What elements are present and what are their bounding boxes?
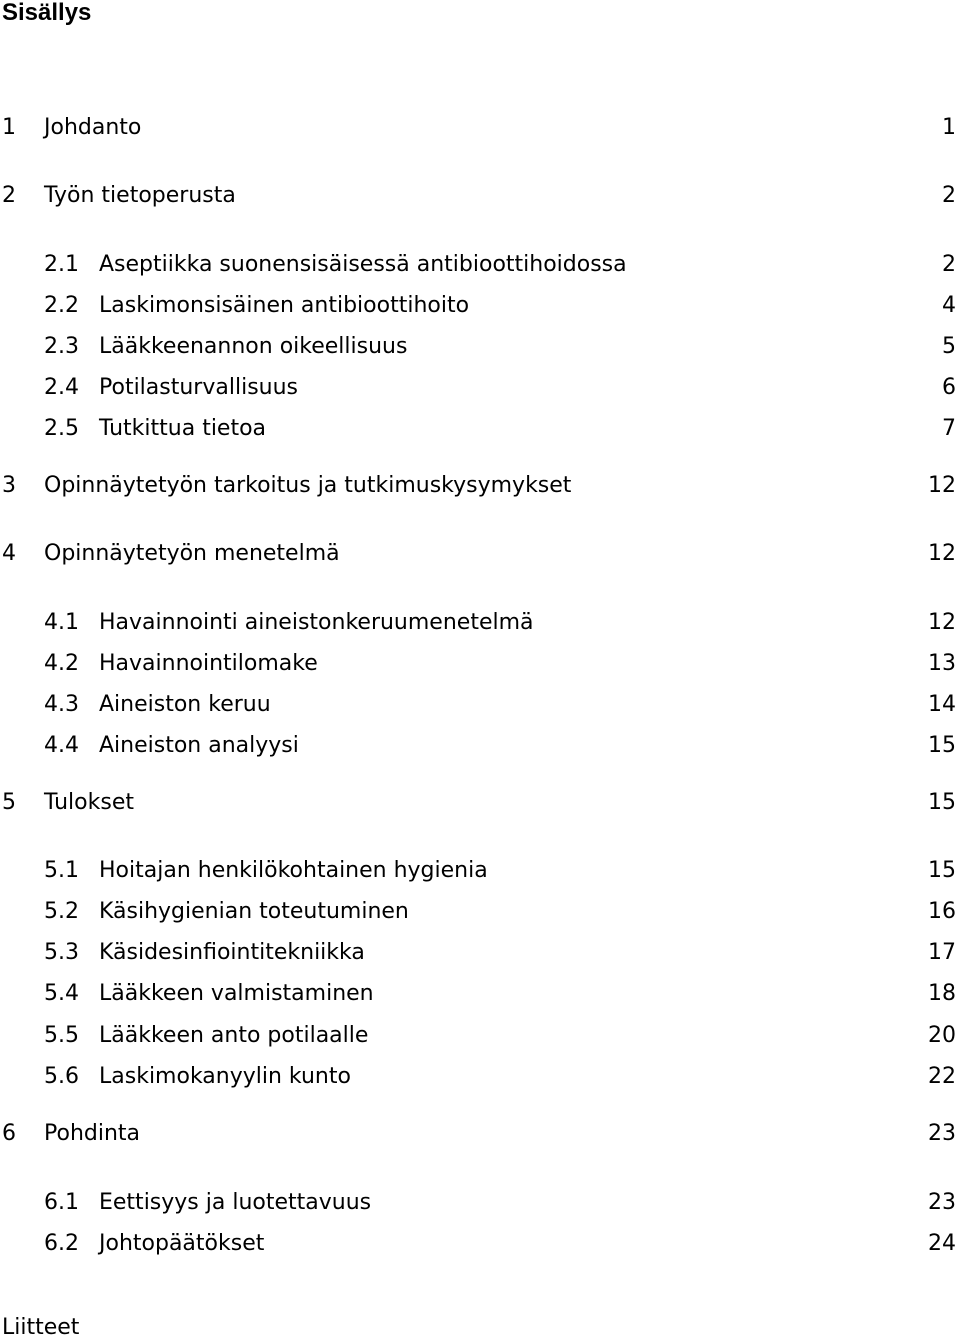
toc-entry-page: 22 bbox=[928, 1064, 956, 1089]
toc-subsection-entry bbox=[0, 250, 960, 280]
toc-entry-number: 5.6 bbox=[44, 1064, 79, 1089]
toc-entry-title: Hoitajan henkilökohtainen hygienia bbox=[99, 858, 488, 883]
toc-section-entry bbox=[0, 1119, 960, 1149]
toc-entry-page: 2 bbox=[942, 183, 956, 208]
toc-entry-number: 5.4 bbox=[44, 981, 79, 1006]
toc-entry-page: 15 bbox=[928, 733, 956, 758]
toc-entry-title: Eettisyys ja luotettavuus bbox=[99, 1190, 372, 1215]
toc-section-entry bbox=[0, 113, 960, 143]
toc-subsection-entry bbox=[0, 1229, 960, 1259]
toc-entry-title: Lääkkeen valmistaminen bbox=[99, 981, 374, 1006]
toc-entry-title: Johtopäätökset bbox=[99, 1231, 265, 1256]
toc-entry-title: Aineiston analyysi bbox=[99, 733, 299, 758]
toc-entry-number: 5.1 bbox=[44, 858, 79, 883]
toc-entry-title: Käsihygienian toteutuminen bbox=[99, 899, 409, 924]
toc-subsection-entry bbox=[0, 1021, 960, 1051]
toc-subsection-entry bbox=[0, 856, 960, 886]
toc-entry-number: 4 bbox=[2, 541, 16, 566]
toc-entry-number: 5.2 bbox=[44, 899, 79, 924]
toc-entry-title: Aineiston keruu bbox=[99, 692, 271, 717]
toc-entry-page: 13 bbox=[928, 651, 956, 676]
toc-entry-title: Lääkkeenannon oikeellisuus bbox=[99, 334, 408, 359]
toc-entry-title: Aseptiikka suonensisäisessä antibioottihoidossa bbox=[99, 252, 627, 277]
toc-section-entry bbox=[0, 788, 960, 818]
toc-entry-number: 4.4 bbox=[44, 733, 79, 758]
toc-entry-page: 15 bbox=[928, 790, 956, 815]
toc-subsection-entry bbox=[0, 1062, 960, 1092]
toc-entry-title: Potilasturvallisuus bbox=[99, 375, 298, 400]
toc-entry-number: 1 bbox=[2, 115, 16, 140]
toc-subsection-entry bbox=[0, 1188, 960, 1218]
toc-entry-page: 20 bbox=[928, 1023, 956, 1048]
page-title: Sisällys bbox=[2, 0, 92, 26]
toc-entry-title: Havainnointi aineistonkeruumenetelmä bbox=[99, 610, 534, 635]
toc-entry-page: 15 bbox=[928, 858, 956, 883]
toc-entry-page: 12 bbox=[928, 473, 956, 498]
toc-subsection-entry bbox=[0, 690, 960, 720]
toc-subsection-entry bbox=[0, 731, 960, 761]
toc-entry-page: 12 bbox=[928, 610, 956, 635]
toc-entry-number: 6 bbox=[2, 1121, 16, 1146]
toc-entry-number: 6.2 bbox=[44, 1231, 79, 1256]
toc-entry-title: Pohdinta bbox=[44, 1121, 141, 1146]
toc-entry-page: 16 bbox=[928, 899, 956, 924]
toc-subsection-entry bbox=[0, 649, 960, 679]
toc-entry-number: 6.1 bbox=[44, 1190, 79, 1215]
toc-entry-title: Käsidesinfiointitekniikka bbox=[99, 940, 365, 965]
toc-entry-number: 2.1 bbox=[44, 252, 79, 277]
toc-entry-page: 6 bbox=[942, 375, 956, 400]
toc-entry-number: 4.3 bbox=[44, 692, 79, 717]
toc-section-entry bbox=[0, 539, 960, 569]
toc-entry-title: Opinnäytetyön menetelmä bbox=[44, 541, 340, 566]
toc-entry-title: Johdanto bbox=[44, 115, 142, 140]
toc-entry-page: 1 bbox=[942, 115, 956, 140]
toc-subsection-entry bbox=[0, 897, 960, 927]
toc-entry-page: 7 bbox=[942, 416, 956, 441]
toc-entry-page: 23 bbox=[928, 1121, 956, 1146]
toc-entry-title: Laskimonsisäinen antibioottihoito bbox=[99, 293, 470, 318]
toc-entry-number: 2.3 bbox=[44, 334, 79, 359]
toc-entry-page: 14 bbox=[928, 692, 956, 717]
toc-subsection-entry bbox=[0, 291, 960, 321]
toc-entry-page: 17 bbox=[928, 940, 956, 965]
toc-subsection-entry bbox=[0, 979, 960, 1009]
toc-entry-title: Tutkittua tietoa bbox=[99, 416, 267, 441]
toc-entry-title: Työn tietoperusta bbox=[44, 183, 236, 208]
toc-entry-number: 4.1 bbox=[44, 610, 79, 635]
toc-subsection-entry bbox=[0, 938, 960, 968]
toc-entry-number: 2.5 bbox=[44, 416, 79, 441]
toc-entry-number: 2 bbox=[2, 183, 16, 208]
toc-entry-title: Lääkkeen anto potilaalle bbox=[99, 1023, 369, 1048]
toc-entry-title: Havainnointilomake bbox=[99, 651, 318, 676]
toc-entry-number: 4.2 bbox=[44, 651, 79, 676]
toc-section-entry bbox=[0, 471, 960, 501]
toc-entry-page: 5 bbox=[942, 334, 956, 359]
toc-entry-title: Opinnäytetyön tarkoitus ja tutkimuskysymykset bbox=[44, 473, 572, 498]
toc-section-entry bbox=[0, 181, 960, 211]
toc-entry-page: 12 bbox=[928, 541, 956, 566]
toc-entry-page: 24 bbox=[928, 1231, 956, 1256]
toc-entry-number: 5.5 bbox=[44, 1023, 79, 1048]
toc-entry-page: 23 bbox=[928, 1190, 956, 1215]
toc-entry-title: Tulokset bbox=[44, 790, 134, 815]
toc-subsection-entry bbox=[0, 608, 960, 638]
toc-subsection-entry bbox=[0, 332, 960, 362]
toc-entry-number: 2.4 bbox=[44, 375, 79, 400]
toc-subsection-entry bbox=[0, 373, 960, 403]
toc-entry-title: Laskimokanyylin kunto bbox=[99, 1064, 351, 1089]
toc-subsection-entry bbox=[0, 414, 960, 444]
toc-entry-page: 18 bbox=[928, 981, 956, 1006]
toc-entry-number: 5 bbox=[2, 790, 16, 815]
toc-entry-number: 2.2 bbox=[44, 293, 79, 318]
toc-entry-page: 2 bbox=[942, 252, 956, 277]
toc-entry-page: 4 bbox=[942, 293, 956, 318]
appendix-heading: Liitteet bbox=[2, 1315, 80, 1340]
toc-entry-number: 5.3 bbox=[44, 940, 79, 965]
toc-entry-number: 3 bbox=[2, 473, 16, 498]
